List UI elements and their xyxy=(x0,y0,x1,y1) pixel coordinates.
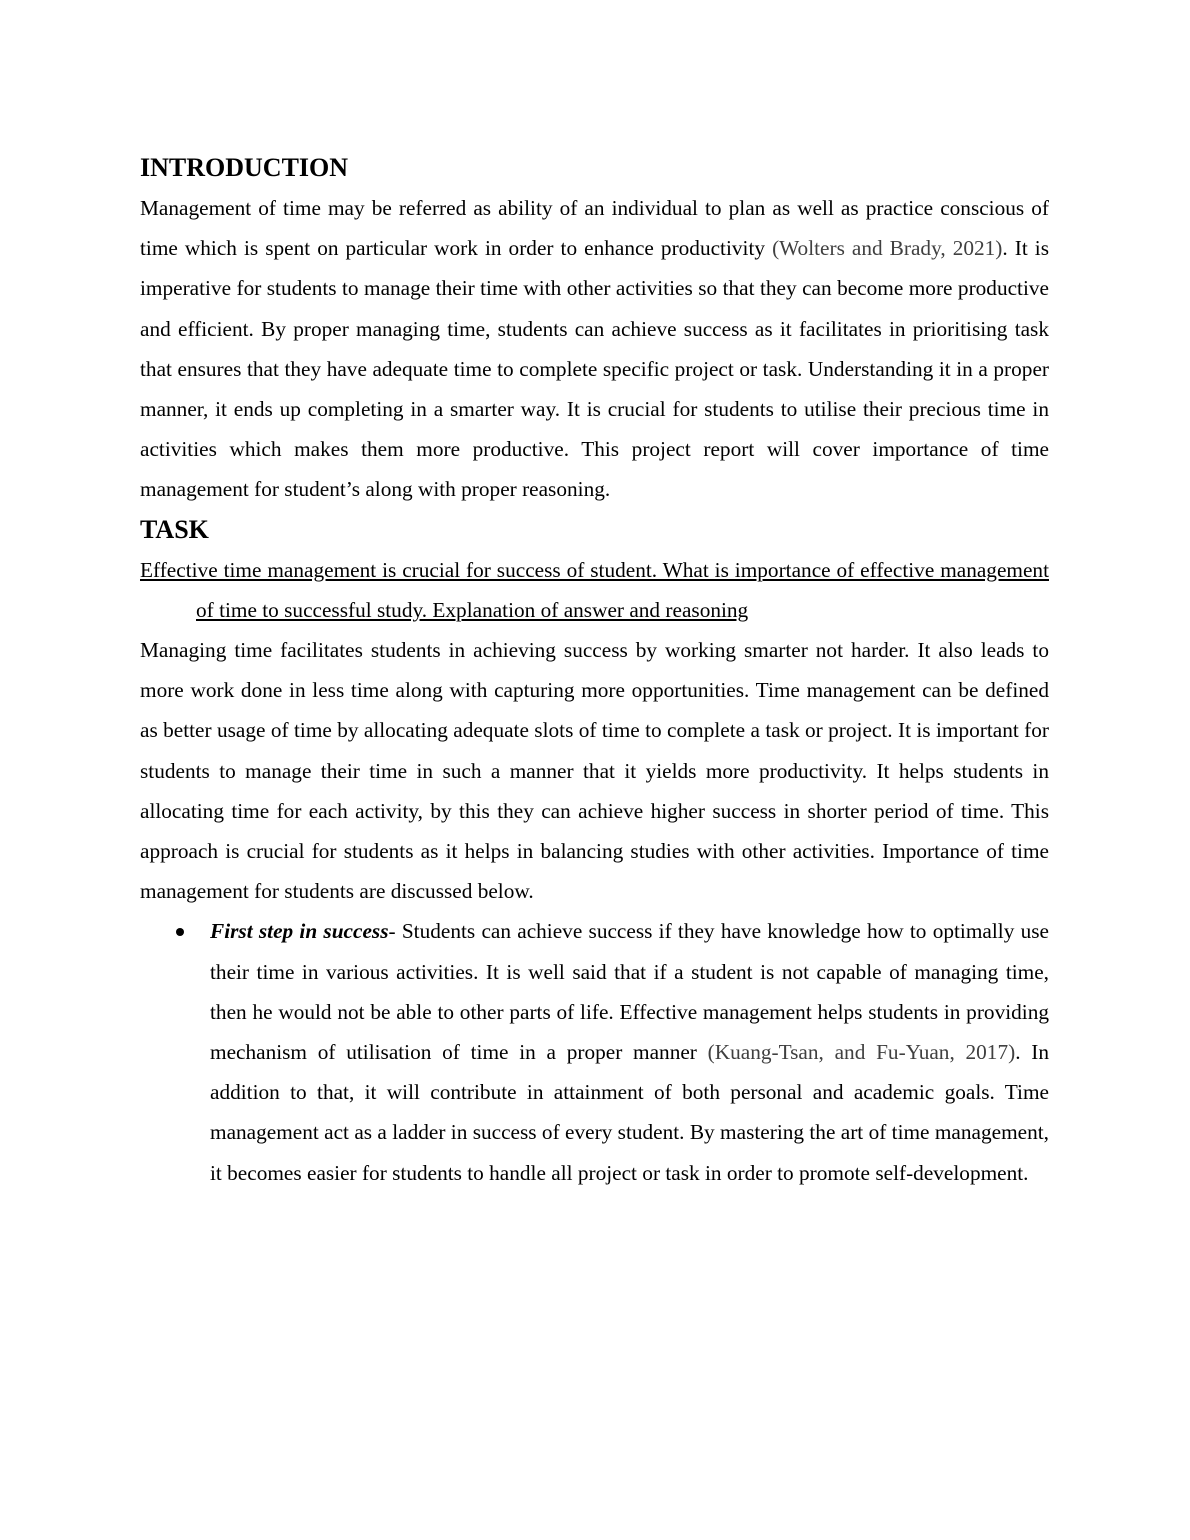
importance-list xyxy=(140,911,1049,1192)
task-paragraph: Managing time facilitates students in achieving success by working smarter not harder. It also leads to more work done in less time along with capturing more opportunities. Time management can be defined as better usage of time by allocating adequate slots of time to complete a task or project. It is important for students to manage their time in such a manner that it yields more productivity. It helps students in allocating time for each activity, by this they can achieve higher success in shorter period of time. This approach is crucial for students as it helps in balancing studies with other activities. Importance of time management for students are discussed below. xyxy=(140,638,1049,904)
list-item xyxy=(140,911,1049,1192)
introduction-paragraph xyxy=(140,188,1049,510)
bullet-icon xyxy=(176,928,184,936)
introduction-text-continued: . It is imperative for students to manage their time with other activities so that they can become more productive and efficient. By proper managing time, students can achieve success as it facilitates in prioritising task that ensures that they have adequate time to complete specific project or task. Understanding it in a proper manner, it ends up completing in a smarter way. It is crucial for students to utilise their precious time in activities which makes them more productive. This project report will cover importance of time management for student’s along with proper reasoning. xyxy=(140,236,1050,502)
introduction-heading: INTRODUCTION xyxy=(140,153,349,182)
task-heading: TASK xyxy=(140,514,209,544)
task-question: Effective time management is crucial for success of student. What is importance of effective management of time to successful study. Explanation of answer and reasoning xyxy=(140,557,1049,622)
bullet-text-continued: . In addition to that, it will contribute in attainment of both personal and academic goals. Time management act as a ladder in success of every student. By mastering the art of time management, it becomes easier for students to handle all project or task in order to promote self-development. xyxy=(210,1040,1050,1185)
introduction-citation: (Wolters and Brady, 2021) xyxy=(772,236,1003,261)
bullet-text: - Students can achieve success if they have knowledge how to optimally use their time in various activities. It is well said that if a student is not capable of managing time, then he would not be able to other parts of life. Effective management helps students in providing mechanism of utilisation of time in a proper manner xyxy=(210,919,1049,1065)
document-page xyxy=(140,148,1049,1193)
bullet-citation: (Kuang-Tsan, and Fu-Yuan, 2017) xyxy=(707,1040,1016,1065)
introduction-text: Management of time may be referred as ability of an individual to plan as well as practice conscious of time which is spent on particular work in order to enhance productivity xyxy=(140,196,1049,261)
bullet-title: First step in success xyxy=(210,919,389,944)
